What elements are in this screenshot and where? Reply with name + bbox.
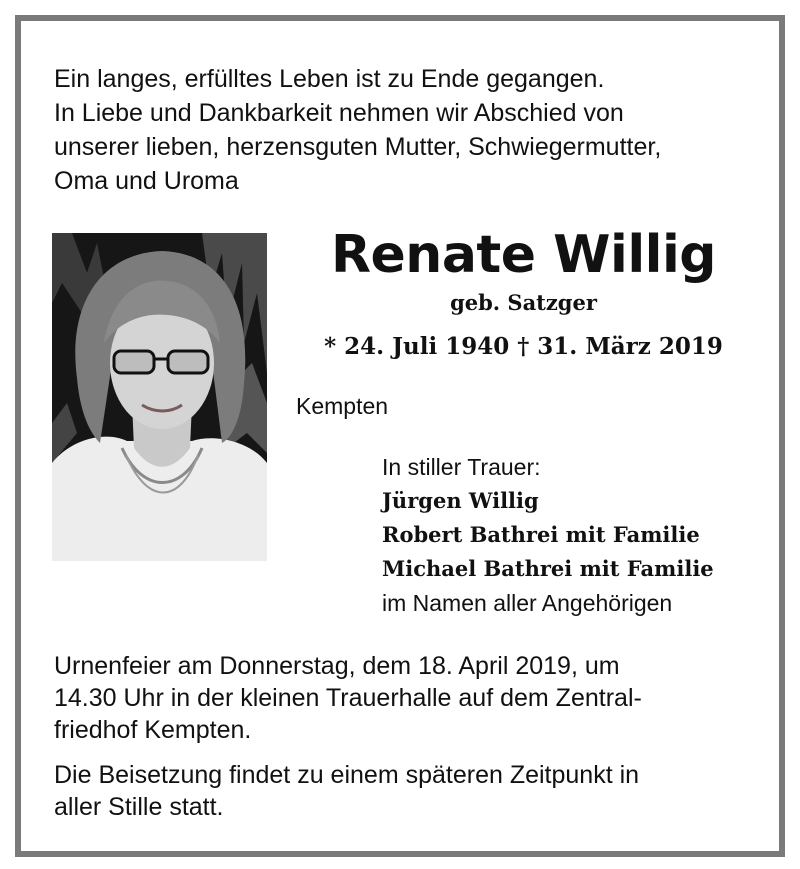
intro-text	[54, 62, 754, 198]
deceased-name: Renate Willig	[330, 225, 717, 285]
maiden-name: geb. Satzger	[450, 290, 597, 315]
intro-line: In Liebe und Dankbarkeit nehmen wir Abschied von	[54, 99, 624, 127]
mourning-footer: im Namen aller Angehörigen	[382, 590, 673, 616]
ceremony-line: Urnenfeier am Donnerstag, dem 18. April 2019, um	[54, 652, 620, 680]
ceremony-line: friedhof Kempten.	[54, 716, 252, 744]
intro-line: unserer lieben, herzensguten Mutter, Schwiegermutter,	[54, 133, 662, 161]
mourner-name: Michael Bathrei mit Familie	[382, 556, 714, 581]
ceremony-info	[54, 650, 754, 746]
burial-info	[54, 759, 754, 823]
residence-place: Kempten	[296, 393, 389, 419]
burial-line: aller Stille statt.	[54, 793, 224, 821]
mourners-block	[382, 450, 782, 620]
mourner-name: Robert Bathrei mit Familie	[382, 522, 700, 547]
mourning-heading: In stiller Trauer:	[382, 454, 541, 480]
mourner-name: Jürgen Willig	[382, 488, 539, 513]
life-dates: * 24. Juli 1940 † 31. März 2019	[324, 333, 723, 360]
ceremony-line: 14.30 Uhr in der kleinen Trauerhalle auf dem Zentral-	[54, 684, 642, 712]
intro-line: Ein langes, erfülltes Leben ist zu Ende gegangen.	[54, 65, 605, 93]
intro-line: Oma und Uroma	[54, 167, 239, 195]
portrait-photo	[52, 233, 267, 561]
burial-line: Die Beisetzung findet zu einem späteren Zeitpunkt in	[54, 761, 640, 789]
